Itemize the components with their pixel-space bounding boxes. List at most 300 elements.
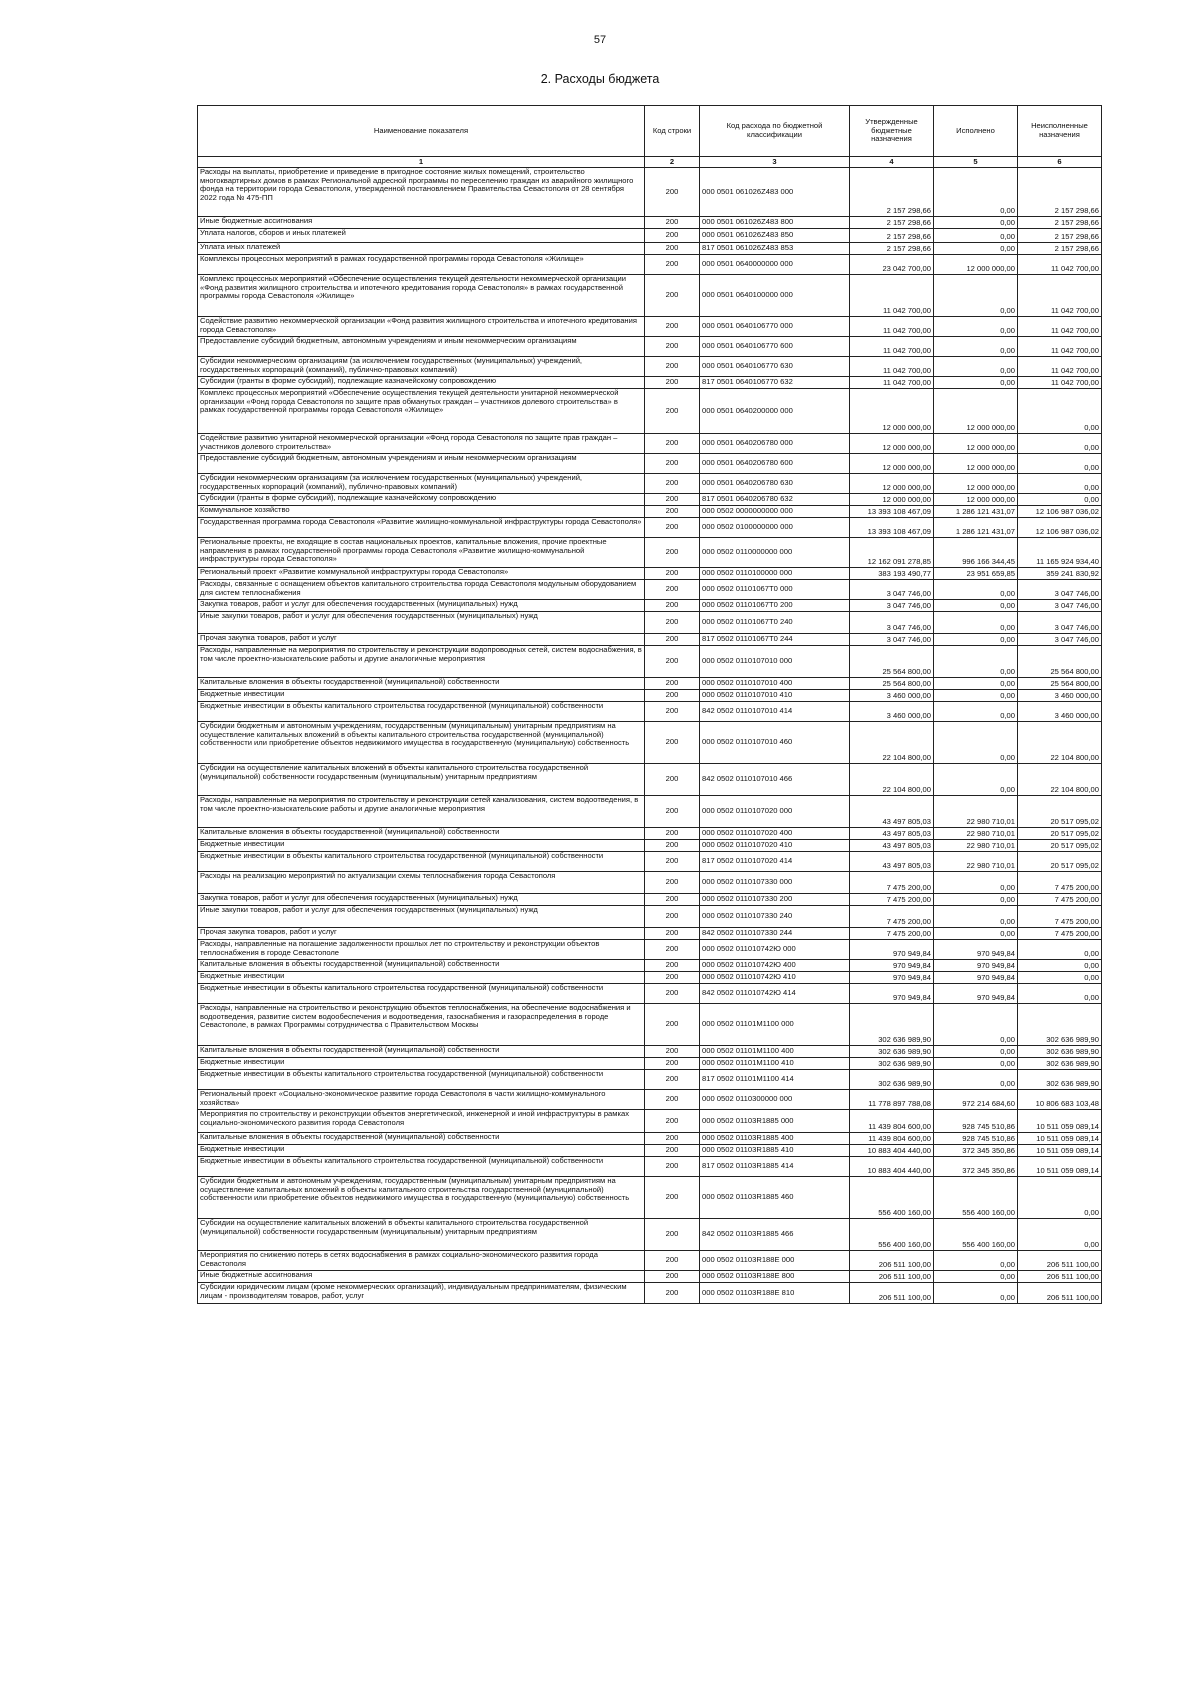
row-classification: 000 0502 0110107010 400 (700, 678, 850, 690)
table-row (198, 434, 1102, 454)
row-classification: 000 0502 01101М1100 400 (700, 1046, 850, 1058)
row-name: Капитальные вложения в объекты государственной (муниципальной) собственности (198, 828, 645, 840)
row-code: 200 (645, 600, 700, 612)
table-row (198, 678, 1102, 690)
table-row (198, 377, 1102, 389)
table-row (198, 580, 1102, 600)
row-approved: 43 497 805,03 (850, 840, 934, 852)
row-unexecuted: 2 157 298,66 (1018, 217, 1102, 229)
row-name: Комплекс процессных мероприятий «Обеспечение осуществления текущей деятельности некоммерческой организации «Фонд развития жилищного строительства и ипотечного кредитования города Севастополя» в рамках государственной программы города Севастополя «Жилище» (198, 275, 645, 317)
table-row (198, 538, 1102, 568)
row-code: 200 (645, 1004, 700, 1046)
row-code: 200 (645, 568, 700, 580)
table-row (198, 612, 1102, 634)
row-executed: 0,00 (934, 702, 1018, 722)
row-name: Бюджетные инвестиции в объекты капитального строительства государственной (муниципальной) собственности (198, 702, 645, 722)
table-row (198, 518, 1102, 538)
header-classification: Код расхода по бюджетной классификации (700, 106, 850, 157)
table-row (198, 229, 1102, 243)
row-name: Расходы, направленные на погашение задолженности прошлых лет по строительству и реконструкции объектов теплоснабжения в городе Севастополе (198, 940, 645, 960)
row-approved: 3 047 746,00 (850, 634, 934, 646)
row-executed: 0,00 (934, 1271, 1018, 1283)
row-code: 200 (645, 518, 700, 538)
table-row (198, 872, 1102, 894)
row-name: Расходы на реализацию мероприятий по актуализации схемы теплоснабжения города Севастополя (198, 872, 645, 894)
row-unexecuted: 0,00 (1018, 389, 1102, 434)
table-row (198, 796, 1102, 828)
row-code: 200 (645, 612, 700, 634)
header-name: Наименование показателя (198, 106, 645, 157)
row-executed: 0,00 (934, 317, 1018, 337)
row-code: 200 (645, 796, 700, 828)
table-row (198, 940, 1102, 960)
row-code: 200 (645, 337, 700, 357)
row-approved: 970 949,84 (850, 984, 934, 1004)
row-code: 200 (645, 1133, 700, 1145)
row-unexecuted: 206 511 100,00 (1018, 1251, 1102, 1271)
row-unexecuted: 11 042 700,00 (1018, 357, 1102, 377)
table-row (198, 389, 1102, 434)
row-name: Капитальные вложения в объекты государственной (муниципальной) собственности (198, 960, 645, 972)
row-classification: 000 0501 0640106770 630 (700, 357, 850, 377)
row-name: Региональный проект «Социально-экономическое развитие города Севастополя в части жилищно-коммунального хозяйства» (198, 1090, 645, 1110)
table-header-row (198, 106, 1102, 157)
row-approved: 12 000 000,00 (850, 474, 934, 494)
row-name: Субсидии на осуществление капитальных вложений в объекты капитального строительства государственной (муниципальной) собственности государственным (муниципальным) унитарным предприятиям (198, 764, 645, 796)
row-executed: 12 000 000,00 (934, 255, 1018, 275)
row-approved: 23 042 700,00 (850, 255, 934, 275)
row-name: Закупка товаров, работ и услуг для обеспечения государственных (муниципальных) нужд (198, 894, 645, 906)
row-unexecuted: 0,00 (1018, 474, 1102, 494)
row-executed: 0,00 (934, 1070, 1018, 1090)
row-approved: 12 000 000,00 (850, 434, 934, 454)
row-classification: 000 0502 0110107010 460 (700, 722, 850, 764)
row-approved: 2 157 298,66 (850, 229, 934, 243)
row-executed: 0,00 (934, 217, 1018, 229)
row-classification: 000 0501 0640206780 630 (700, 474, 850, 494)
row-name: Иные закупки товаров, работ и услуг для обеспечения государственных (муниципальных) нужд (198, 906, 645, 928)
row-executed: 996 166 344,45 (934, 538, 1018, 568)
row-code: 200 (645, 275, 700, 317)
row-classification: 000 0502 0110000000 000 (700, 538, 850, 568)
row-name: Иные бюджетные ассигнования (198, 1271, 645, 1283)
row-approved: 2 157 298,66 (850, 243, 934, 255)
row-name: Бюджетные инвестиции (198, 840, 645, 852)
row-name: Бюджетные инвестиции в объекты капитального строительства государственной (муниципальной) собственности (198, 1157, 645, 1177)
row-code: 200 (645, 229, 700, 243)
row-approved: 12 162 091 278,85 (850, 538, 934, 568)
row-name: Уплата иных платежей (198, 243, 645, 255)
row-executed: 12 000 000,00 (934, 434, 1018, 454)
row-unexecuted: 3 047 746,00 (1018, 612, 1102, 634)
table-row (198, 317, 1102, 337)
row-approved: 970 949,84 (850, 972, 934, 984)
row-code: 200 (645, 702, 700, 722)
row-classification: 000 0502 0110100000 000 (700, 568, 850, 580)
table-row (198, 1219, 1102, 1251)
table-row (198, 1133, 1102, 1145)
row-approved: 302 636 989,90 (850, 1004, 934, 1046)
page-number: 57 (593, 34, 607, 46)
row-unexecuted: 302 636 989,90 (1018, 1004, 1102, 1046)
row-classification: 000 0501 0640100000 000 (700, 275, 850, 317)
row-classification: 000 0501 061026Z483 850 (700, 229, 850, 243)
row-unexecuted: 0,00 (1018, 940, 1102, 960)
row-classification: 000 0502 01101067T0 240 (700, 612, 850, 634)
row-classification: 842 0502 0110107010 414 (700, 702, 850, 722)
row-executed: 556 400 160,00 (934, 1177, 1018, 1219)
row-approved: 22 104 800,00 (850, 764, 934, 796)
row-code: 200 (645, 474, 700, 494)
table-row (198, 634, 1102, 646)
row-executed: 928 745 510,86 (934, 1110, 1018, 1133)
row-executed: 0,00 (934, 1283, 1018, 1304)
row-unexecuted: 11 165 924 934,40 (1018, 538, 1102, 568)
column-number: 4 (850, 157, 934, 168)
row-executed: 970 949,84 (934, 940, 1018, 960)
row-classification: 000 0502 011010742Ю 000 (700, 940, 850, 960)
expenditure-table (197, 105, 1102, 1304)
row-name: Бюджетные инвестиции в объекты капитального строительства государственной (муниципальной) собственности (198, 1070, 645, 1090)
row-code: 200 (645, 906, 700, 928)
row-classification: 000 0501 061026Z483 000 (700, 168, 850, 217)
row-approved: 2 157 298,66 (850, 168, 934, 217)
row-unexecuted: 0,00 (1018, 960, 1102, 972)
row-approved: 12 000 000,00 (850, 494, 934, 506)
row-code: 200 (645, 538, 700, 568)
row-unexecuted: 10 511 059 089,14 (1018, 1145, 1102, 1157)
row-code: 200 (645, 1145, 700, 1157)
row-executed: 22 980 710,01 (934, 828, 1018, 840)
table-row (198, 217, 1102, 229)
row-code: 200 (645, 1046, 700, 1058)
row-approved: 383 193 490,77 (850, 568, 934, 580)
row-code: 200 (645, 1251, 700, 1271)
table-row (198, 1004, 1102, 1046)
row-classification: 000 0502 0000000000 000 (700, 506, 850, 518)
row-name: Капитальные вложения в объекты государственной (муниципальной) собственности (198, 1133, 645, 1145)
header-unexecuted: Неисполненные назначения (1018, 106, 1102, 157)
row-executed: 12 000 000,00 (934, 389, 1018, 434)
row-code: 200 (645, 840, 700, 852)
row-approved: 13 393 108 467,09 (850, 518, 934, 538)
row-unexecuted: 20 517 095,02 (1018, 796, 1102, 828)
row-unexecuted: 0,00 (1018, 454, 1102, 474)
row-unexecuted: 11 042 700,00 (1018, 275, 1102, 317)
row-classification: 000 0502 01101067T0 200 (700, 600, 850, 612)
row-name: Бюджетные инвестиции в объекты капитального строительства государственной (муниципальной) собственности (198, 852, 645, 872)
row-approved: 7 475 200,00 (850, 928, 934, 940)
row-classification: 000 0501 0640200000 000 (700, 389, 850, 434)
row-executed: 928 745 510,86 (934, 1133, 1018, 1145)
row-unexecuted: 302 636 989,90 (1018, 1058, 1102, 1070)
row-code: 200 (645, 634, 700, 646)
row-code: 200 (645, 872, 700, 894)
row-code: 200 (645, 243, 700, 255)
row-classification: 817 0502 01101067T0 244 (700, 634, 850, 646)
row-executed: 0,00 (934, 243, 1018, 255)
row-classification: 000 0502 0110107010 000 (700, 646, 850, 678)
table-row (198, 243, 1102, 255)
row-name: Закупка товаров, работ и услуг для обеспечения государственных (муниципальных) нужд (198, 600, 645, 612)
table-row (198, 722, 1102, 764)
row-code: 200 (645, 1157, 700, 1177)
row-unexecuted: 20 517 095,02 (1018, 828, 1102, 840)
row-classification: 000 0501 061026Z483 800 (700, 217, 850, 229)
row-approved: 556 400 160,00 (850, 1219, 934, 1251)
row-executed: 0,00 (934, 275, 1018, 317)
row-name: Расходы, направленные на строительство и реконструкцию объектов теплоснабжения, на обеспечение водоснабжения и водоотведения, развитие систем водообеспечения и водоотведения, газоснабжения и газораспределения в городе Севастополе, в рамках Программы сотрудничества с Правительством Москвы (198, 1004, 645, 1046)
row-classification: 000 0502 01101М1100 410 (700, 1058, 850, 1070)
row-executed: 0,00 (934, 1058, 1018, 1070)
row-code: 200 (645, 722, 700, 764)
row-code: 200 (645, 217, 700, 229)
row-unexecuted: 0,00 (1018, 434, 1102, 454)
row-code: 200 (645, 928, 700, 940)
row-name: Комплексы процессных мероприятий в рамках государственной программы города Севастополя «Жилище» (198, 255, 645, 275)
row-code: 200 (645, 1271, 700, 1283)
row-approved: 13 393 108 467,09 (850, 506, 934, 518)
row-executed: 12 000 000,00 (934, 494, 1018, 506)
table-row (198, 494, 1102, 506)
row-code: 200 (645, 1177, 700, 1219)
row-unexecuted: 10 511 059 089,14 (1018, 1157, 1102, 1177)
row-approved: 43 497 805,03 (850, 852, 934, 872)
table-row (198, 690, 1102, 702)
row-unexecuted: 2 157 298,66 (1018, 243, 1102, 255)
row-approved: 11 439 804 600,00 (850, 1110, 934, 1133)
row-executed: 12 000 000,00 (934, 474, 1018, 494)
row-approved: 3 047 746,00 (850, 580, 934, 600)
table-row (198, 894, 1102, 906)
row-classification: 817 0502 01101М1100 414 (700, 1070, 850, 1090)
row-unexecuted: 11 042 700,00 (1018, 377, 1102, 389)
table-row (198, 600, 1102, 612)
row-unexecuted: 7 475 200,00 (1018, 906, 1102, 928)
row-code: 200 (645, 168, 700, 217)
row-approved: 302 636 989,90 (850, 1070, 934, 1090)
header-approved: Утвержденные бюджетные назначения (850, 106, 934, 157)
row-approved: 10 883 404 440,00 (850, 1145, 934, 1157)
row-unexecuted: 0,00 (1018, 1219, 1102, 1251)
row-name: Субсидии некоммерческим организациям (за исключением государственных (муниципальных) учреждений, государственных корпораций (компаний), публично-правовых компаний) (198, 357, 645, 377)
row-executed: 0,00 (934, 168, 1018, 217)
row-code: 200 (645, 494, 700, 506)
row-approved: 3 460 000,00 (850, 702, 934, 722)
header-code: Код строки (645, 106, 700, 157)
row-approved: 11 042 700,00 (850, 357, 934, 377)
table-row (198, 840, 1102, 852)
row-approved: 970 949,84 (850, 960, 934, 972)
row-name: Субсидии бюджетным и автономным учреждениям, государственным (муниципальным) унитарным предприятиям на осуществление капитальных вложений в объекты капитального строительства государственной (муниципальной) собственности или приобретение объектов недвижимого имущества в государственную (муниципальную) собственность (198, 1177, 645, 1219)
row-approved: 206 511 100,00 (850, 1251, 934, 1271)
row-name: Капитальные вложения в объекты государственной (муниципальной) собственности (198, 678, 645, 690)
row-name: Предоставление субсидий бюджетным, автономным учреждениям и иным некоммерческим организациям (198, 337, 645, 357)
row-code: 200 (645, 678, 700, 690)
row-executed: 0,00 (934, 1251, 1018, 1271)
row-unexecuted: 12 106 987 036,02 (1018, 518, 1102, 538)
row-approved: 7 475 200,00 (850, 872, 934, 894)
row-executed: 22 980 710,01 (934, 852, 1018, 872)
table-row (198, 506, 1102, 518)
row-code: 200 (645, 690, 700, 702)
row-approved: 25 564 800,00 (850, 646, 934, 678)
row-classification: 000 0502 0110107020 410 (700, 840, 850, 852)
row-approved: 11 042 700,00 (850, 317, 934, 337)
row-executed: 0,00 (934, 634, 1018, 646)
row-name: Расходы на выплаты, приобретение и приведение в пригодное состояние жилых помещений, строительство многоквартирных домов в рамках Региональной адресной программы по переселению граждан из аварийного жилищного фонда на территории города Севастополя, утвержденной постановлением Правительства Севастополя от 28 сентября 2022 года № 475-ПП (198, 168, 645, 217)
row-code: 200 (645, 960, 700, 972)
row-unexecuted: 12 106 987 036,02 (1018, 506, 1102, 518)
row-classification: 000 0502 01101М1100 000 (700, 1004, 850, 1046)
row-unexecuted: 7 475 200,00 (1018, 894, 1102, 906)
row-name: Комплекс процессных мероприятий «Обеспечение осуществления текущей деятельности унитарной некоммерческой организации «Фонд города Севастополя по защите прав обманутых граждан – участников долевого строительства» в рамках государственной программы города Севастополя «Жилище» (198, 389, 645, 434)
row-name: Бюджетные инвестиции в объекты капитального строительства государственной (муниципальной) собственности (198, 984, 645, 1004)
row-classification: 000 0502 0110107010 410 (700, 690, 850, 702)
table-row (198, 1251, 1102, 1271)
row-name: Бюджетные инвестиции (198, 1145, 645, 1157)
row-executed: 0,00 (934, 229, 1018, 243)
table-row (198, 984, 1102, 1004)
row-executed: 22 980 710,01 (934, 796, 1018, 828)
row-code: 200 (645, 377, 700, 389)
row-name: Субсидии юридическим лицам (кроме некоммерческих организаций), индивидуальным предпринимателям, физическим лицам - производителям товаров, работ, услуг (198, 1283, 645, 1304)
row-name: Субсидии некоммерческим организациям (за исключением государственных (муниципальных) учреждений, государственных корпораций (компаний), публично-правовых компаний) (198, 474, 645, 494)
row-classification: 842 0502 0110107010 466 (700, 764, 850, 796)
row-unexecuted: 302 636 989,90 (1018, 1046, 1102, 1058)
table-row (198, 1271, 1102, 1283)
row-approved: 43 497 805,03 (850, 828, 934, 840)
row-unexecuted: 11 042 700,00 (1018, 255, 1102, 275)
table-row (198, 1283, 1102, 1304)
row-executed: 1 286 121 431,07 (934, 518, 1018, 538)
table-row (198, 928, 1102, 940)
row-classification: 000 0501 0640106770 000 (700, 317, 850, 337)
row-unexecuted: 22 104 800,00 (1018, 722, 1102, 764)
table-row (198, 1058, 1102, 1070)
row-executed: 556 400 160,00 (934, 1219, 1018, 1251)
table-row (198, 1145, 1102, 1157)
row-executed: 0,00 (934, 690, 1018, 702)
row-approved: 970 949,84 (850, 940, 934, 960)
row-code: 200 (645, 1110, 700, 1133)
table-row (198, 474, 1102, 494)
section-title: 2. Расходы бюджета (540, 72, 660, 86)
header-executed: Исполнено (934, 106, 1018, 157)
row-classification: 817 0501 0640206780 632 (700, 494, 850, 506)
row-unexecuted: 0,00 (1018, 972, 1102, 984)
row-executed: 0,00 (934, 928, 1018, 940)
row-executed: 372 345 350,86 (934, 1145, 1018, 1157)
row-unexecuted: 11 042 700,00 (1018, 337, 1102, 357)
row-executed: 1 286 121 431,07 (934, 506, 1018, 518)
table-row (198, 337, 1102, 357)
row-unexecuted: 10 511 059 089,14 (1018, 1133, 1102, 1145)
row-classification: 000 0502 01103R188E 000 (700, 1251, 850, 1271)
row-classification: 817 0501 0640106770 632 (700, 377, 850, 389)
row-executed: 0,00 (934, 337, 1018, 357)
table-row (198, 852, 1102, 872)
row-unexecuted: 25 564 800,00 (1018, 678, 1102, 690)
row-code: 200 (645, 1283, 700, 1304)
row-classification: 842 0502 0110107330 244 (700, 928, 850, 940)
row-unexecuted: 25 564 800,00 (1018, 646, 1102, 678)
row-name: Бюджетные инвестиции (198, 1058, 645, 1070)
row-unexecuted: 3 047 746,00 (1018, 580, 1102, 600)
row-executed: 0,00 (934, 646, 1018, 678)
row-name: Субсидии бюджетным и автономным учреждениям, государственным (муниципальным) унитарным предприятиям на осуществление капитальных вложений в объекты капитального строительства государственной (муниципальной) собственности или приобретение объектов недвижимого имущества в государственную (муниципальную) собственность (198, 722, 645, 764)
table-row (198, 1157, 1102, 1177)
table-row (198, 454, 1102, 474)
row-name: Капитальные вложения в объекты государственной (муниципальной) собственности (198, 1046, 645, 1058)
row-name: Предоставление субсидий бюджетным, автономным учреждениям и иным некоммерческим организациям (198, 454, 645, 474)
row-code: 200 (645, 984, 700, 1004)
row-classification: 842 0502 011010742Ю 414 (700, 984, 850, 1004)
row-classification: 000 0502 01103R1885 410 (700, 1145, 850, 1157)
row-executed: 0,00 (934, 1046, 1018, 1058)
row-unexecuted: 302 636 989,90 (1018, 1070, 1102, 1090)
row-code: 200 (645, 434, 700, 454)
row-code: 200 (645, 1070, 700, 1090)
row-classification: 000 0502 011010742Ю 410 (700, 972, 850, 984)
row-code: 200 (645, 1090, 700, 1110)
row-classification: 000 0502 0110107330 240 (700, 906, 850, 928)
row-unexecuted: 206 511 100,00 (1018, 1271, 1102, 1283)
row-code: 200 (645, 255, 700, 275)
row-classification: 000 0502 011010742Ю 400 (700, 960, 850, 972)
row-classification: 000 0502 0110107020 400 (700, 828, 850, 840)
row-unexecuted: 2 157 298,66 (1018, 229, 1102, 243)
row-executed: 0,00 (934, 722, 1018, 764)
row-approved: 2 157 298,66 (850, 217, 934, 229)
row-executed: 12 000 000,00 (934, 454, 1018, 474)
row-name: Бюджетные инвестиции (198, 690, 645, 702)
row-unexecuted: 3 460 000,00 (1018, 702, 1102, 722)
row-unexecuted: 20 517 095,02 (1018, 852, 1102, 872)
row-unexecuted: 359 241 830,92 (1018, 568, 1102, 580)
row-unexecuted: 206 511 100,00 (1018, 1283, 1102, 1304)
row-code: 200 (645, 1058, 700, 1070)
row-executed: 970 949,84 (934, 960, 1018, 972)
row-name: Государственная программа города Севастополя «Развитие жилищно-коммунальной инфраструктуры города Севастополя» (198, 518, 645, 538)
row-approved: 302 636 989,90 (850, 1058, 934, 1070)
row-approved: 302 636 989,90 (850, 1046, 934, 1058)
row-classification: 000 0501 0640206780 600 (700, 454, 850, 474)
row-name: Содействие развитию унитарной некоммерческой организации «Фонд города Севастополя по защите прав граждан – участников долевого строительства» (198, 434, 645, 454)
row-executed: 0,00 (934, 872, 1018, 894)
table-row (198, 357, 1102, 377)
row-name: Прочая закупка товаров, работ и услуг (198, 634, 645, 646)
row-approved: 7 475 200,00 (850, 906, 934, 928)
row-classification: 842 0502 01103R1885 466 (700, 1219, 850, 1251)
row-classification: 000 0502 01103R1885 000 (700, 1110, 850, 1133)
table-row (198, 702, 1102, 722)
row-code: 200 (645, 580, 700, 600)
row-executed: 0,00 (934, 894, 1018, 906)
row-classification: 000 0502 0110300000 000 (700, 1090, 850, 1110)
row-approved: 3 047 746,00 (850, 600, 934, 612)
row-code: 200 (645, 894, 700, 906)
row-classification: 000 0502 01103R188E 810 (700, 1283, 850, 1304)
row-approved: 43 497 805,03 (850, 796, 934, 828)
row-approved: 206 511 100,00 (850, 1271, 934, 1283)
column-number: 3 (700, 157, 850, 168)
row-approved: 11 439 804 600,00 (850, 1133, 934, 1145)
row-name: Бюджетные инвестиции (198, 972, 645, 984)
row-executed: 0,00 (934, 612, 1018, 634)
row-name: Коммунальное хозяйство (198, 506, 645, 518)
column-number: 6 (1018, 157, 1102, 168)
